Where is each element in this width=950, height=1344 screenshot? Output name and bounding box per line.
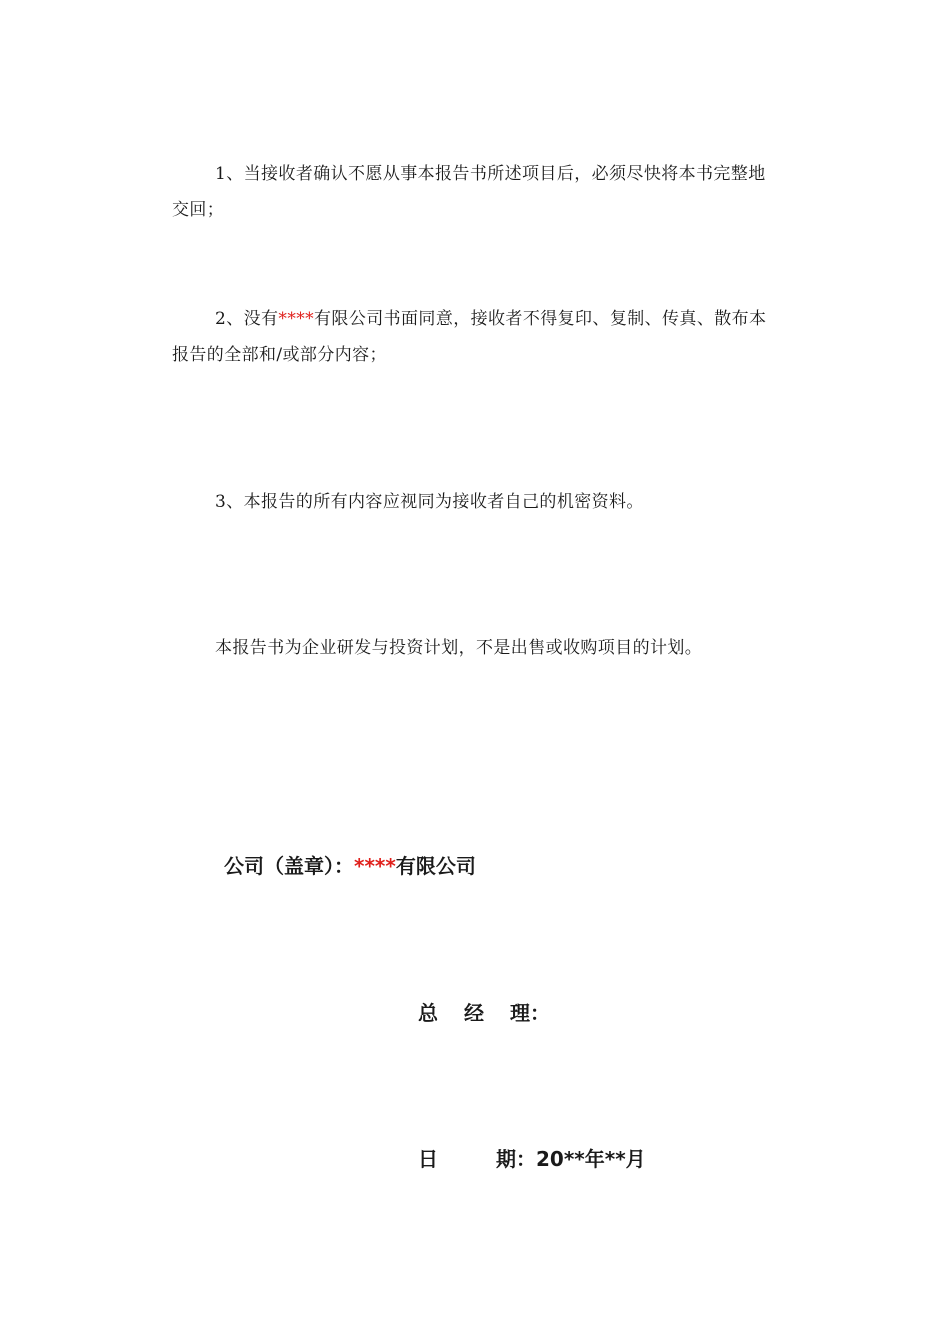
plan-statement-text: 本报告书为企业研发与投资计划，不是出售或收购项目的计划。 <box>215 638 703 658</box>
plan-statement <box>172 630 778 666</box>
company-mask: **** <box>278 309 315 329</box>
general-manager-char-2: 经 <box>464 1001 484 1025</box>
company-seal-suffix: 有限公司 <box>395 854 476 878</box>
date-line <box>418 1145 646 1173</box>
general-manager-char-3: 理： <box>510 1001 550 1025</box>
clause-1-text: 1、当接收者确认不愿从事本报告书所述项目后，必须尽快将本书完整地交回； <box>172 164 766 220</box>
clause-3 <box>172 484 778 520</box>
company-seal-label: 公司（盖章）： <box>224 854 354 878</box>
date-label-char-1: 日 <box>418 1147 438 1171</box>
date-value: 20**年**月 <box>536 1147 646 1171</box>
clause-1 <box>172 156 778 228</box>
company-seal-mask: **** <box>354 854 396 878</box>
clause-2-prefix: 2、没有 <box>215 309 279 329</box>
date-label-rest: 期： <box>496 1147 536 1171</box>
clause-2 <box>172 301 778 373</box>
general-manager-line <box>418 999 550 1027</box>
general-manager-char-1: 总 <box>418 1001 438 1025</box>
company-seal-line <box>224 852 476 880</box>
clause-2-suffix: 有限公司书面同意，接收者不得复印、复制、传真、散布本报告的全部和/或部分内容； <box>172 309 767 365</box>
clause-3-text: 3、本报告的所有内容应视同为接收者自己的机密资料。 <box>215 492 644 512</box>
